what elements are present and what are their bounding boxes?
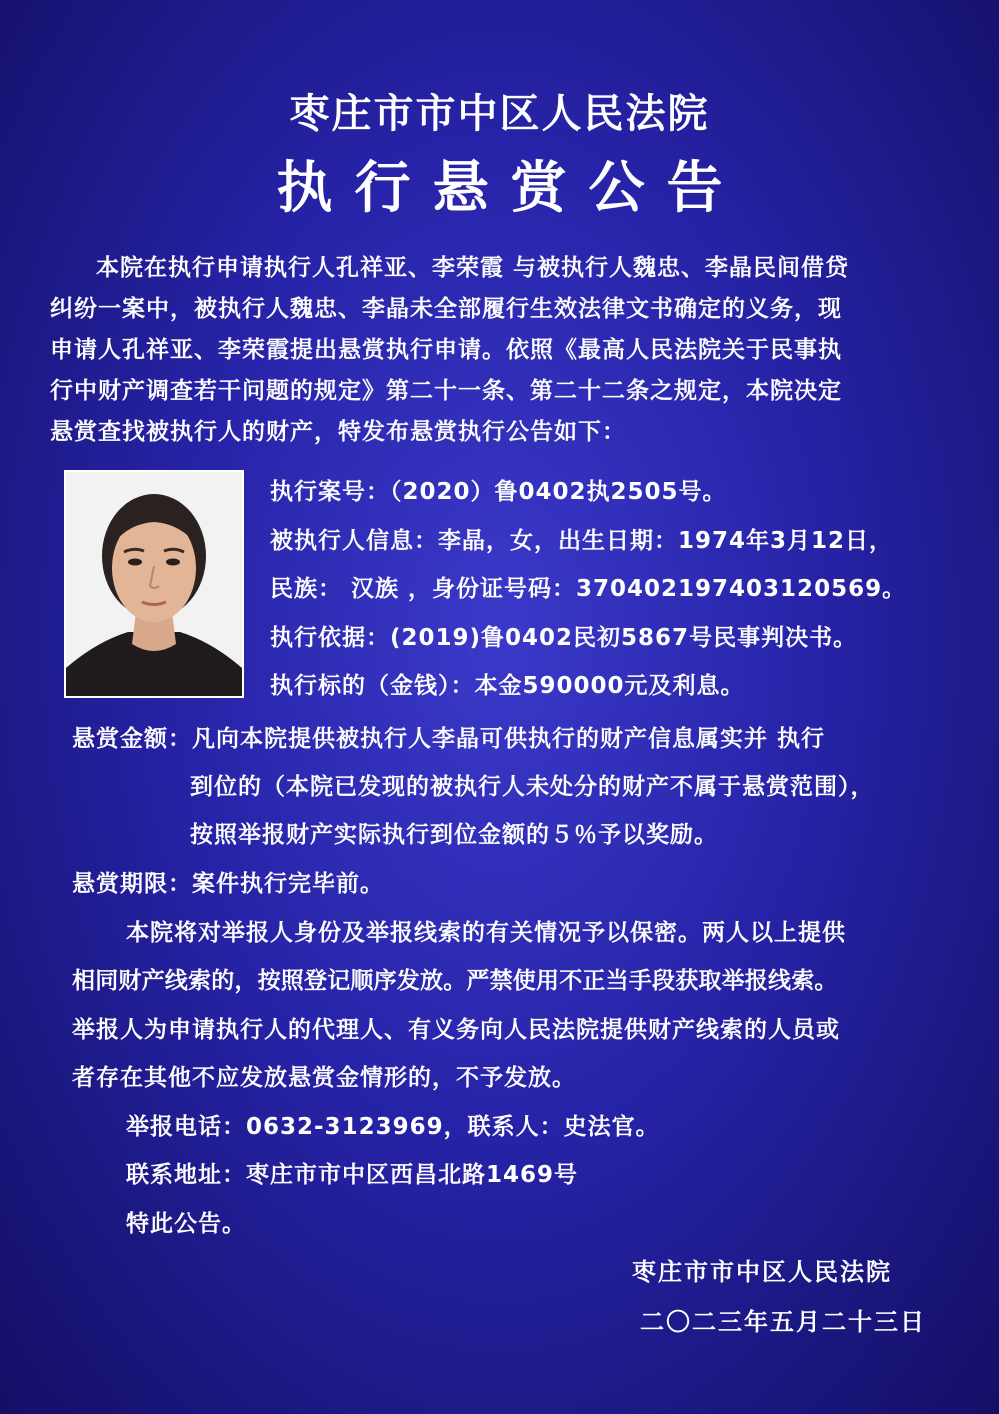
- intro-line: 纠纷一案中，被执行人魏忠、李晶未全部履行生效法律文书确定的义务，现: [50, 296, 842, 322]
- closing-text: 特此公告。: [126, 1211, 246, 1237]
- reward-period: 悬赏期限：案件执行完毕前。: [72, 871, 384, 897]
- confidential-line: 相同财产线索的，按照登记顺序发放。严禁使用不正当手段获取举报线索。: [72, 968, 838, 994]
- case-info: [270, 468, 960, 711]
- intro-paragraph: [50, 248, 955, 453]
- intro-line: 行中财产调查若干问题的规定》第二十一条、第二十二条之规定，本院决定: [50, 378, 842, 404]
- intro-line: 悬赏查找被执行人的财产，特发布悬赏执行公告如下：: [50, 419, 626, 445]
- confidential-line: 者存在其他不应发放悬赏金情形的，不予发放。: [72, 1065, 576, 1091]
- person-photo: [64, 470, 244, 698]
- intro-line: 本院在执行申请执行人孔祥亚、李荣霞 与被执行人魏忠、李晶民间借贷: [96, 255, 850, 281]
- execution-basis: 执行依据：(2019)鲁0402民初5867号民事判决书。: [270, 624, 858, 651]
- intro-line: 申请人孔祥亚、李荣霞提出悬赏执行申请。依照《最高人民法院关于民事执: [50, 337, 842, 363]
- case-number: 执行案号：（2020）鲁0402执2505号。: [270, 479, 727, 505]
- signature-date: 二〇二三年五月二十三日: [640, 1308, 926, 1336]
- signature-court: 枣庄市市中区人民法院: [632, 1258, 892, 1286]
- confidential-line: 本院将对举报人身份及举报线索的有关情况予以保密。两人以上提供: [126, 920, 846, 946]
- notice-title: 执行悬赏公告: [276, 155, 745, 221]
- person-info: 被执行人信息：李晶，女，出生日期：1974年3月12日，: [270, 527, 894, 554]
- court-name-heading: 枣庄市市中区人民法院: [289, 90, 710, 137]
- report-phone: 举报电话：0632-3123969，联系人：史法官。: [126, 1114, 660, 1140]
- execution-target: 执行标的（金钱）：本金590000元及利息。: [270, 673, 745, 699]
- portrait-image: [66, 472, 242, 696]
- contact-address: 联系地址：枣庄市市中区西昌北路1469号: [126, 1162, 579, 1188]
- reward-amount-line3: 按照举报财产实际执行到位金额的５％予以奖励。: [190, 822, 718, 848]
- confidential-line: 举报人为申请执行人的代理人、有义务向人民法院提供财产线索的人员或: [72, 1017, 840, 1043]
- reward-amount-line1: 悬赏金额：凡向本院提供被执行人李晶可供执行的财产信息属实并 执行: [72, 726, 826, 752]
- ethnic-id-info: 民族： 汉族 ，身份证号码：370402197403120569。: [270, 576, 907, 602]
- reward-amount-line2: 到位的（本院已发现的被执行人未处分的财产不属于悬赏范围），: [190, 774, 875, 800]
